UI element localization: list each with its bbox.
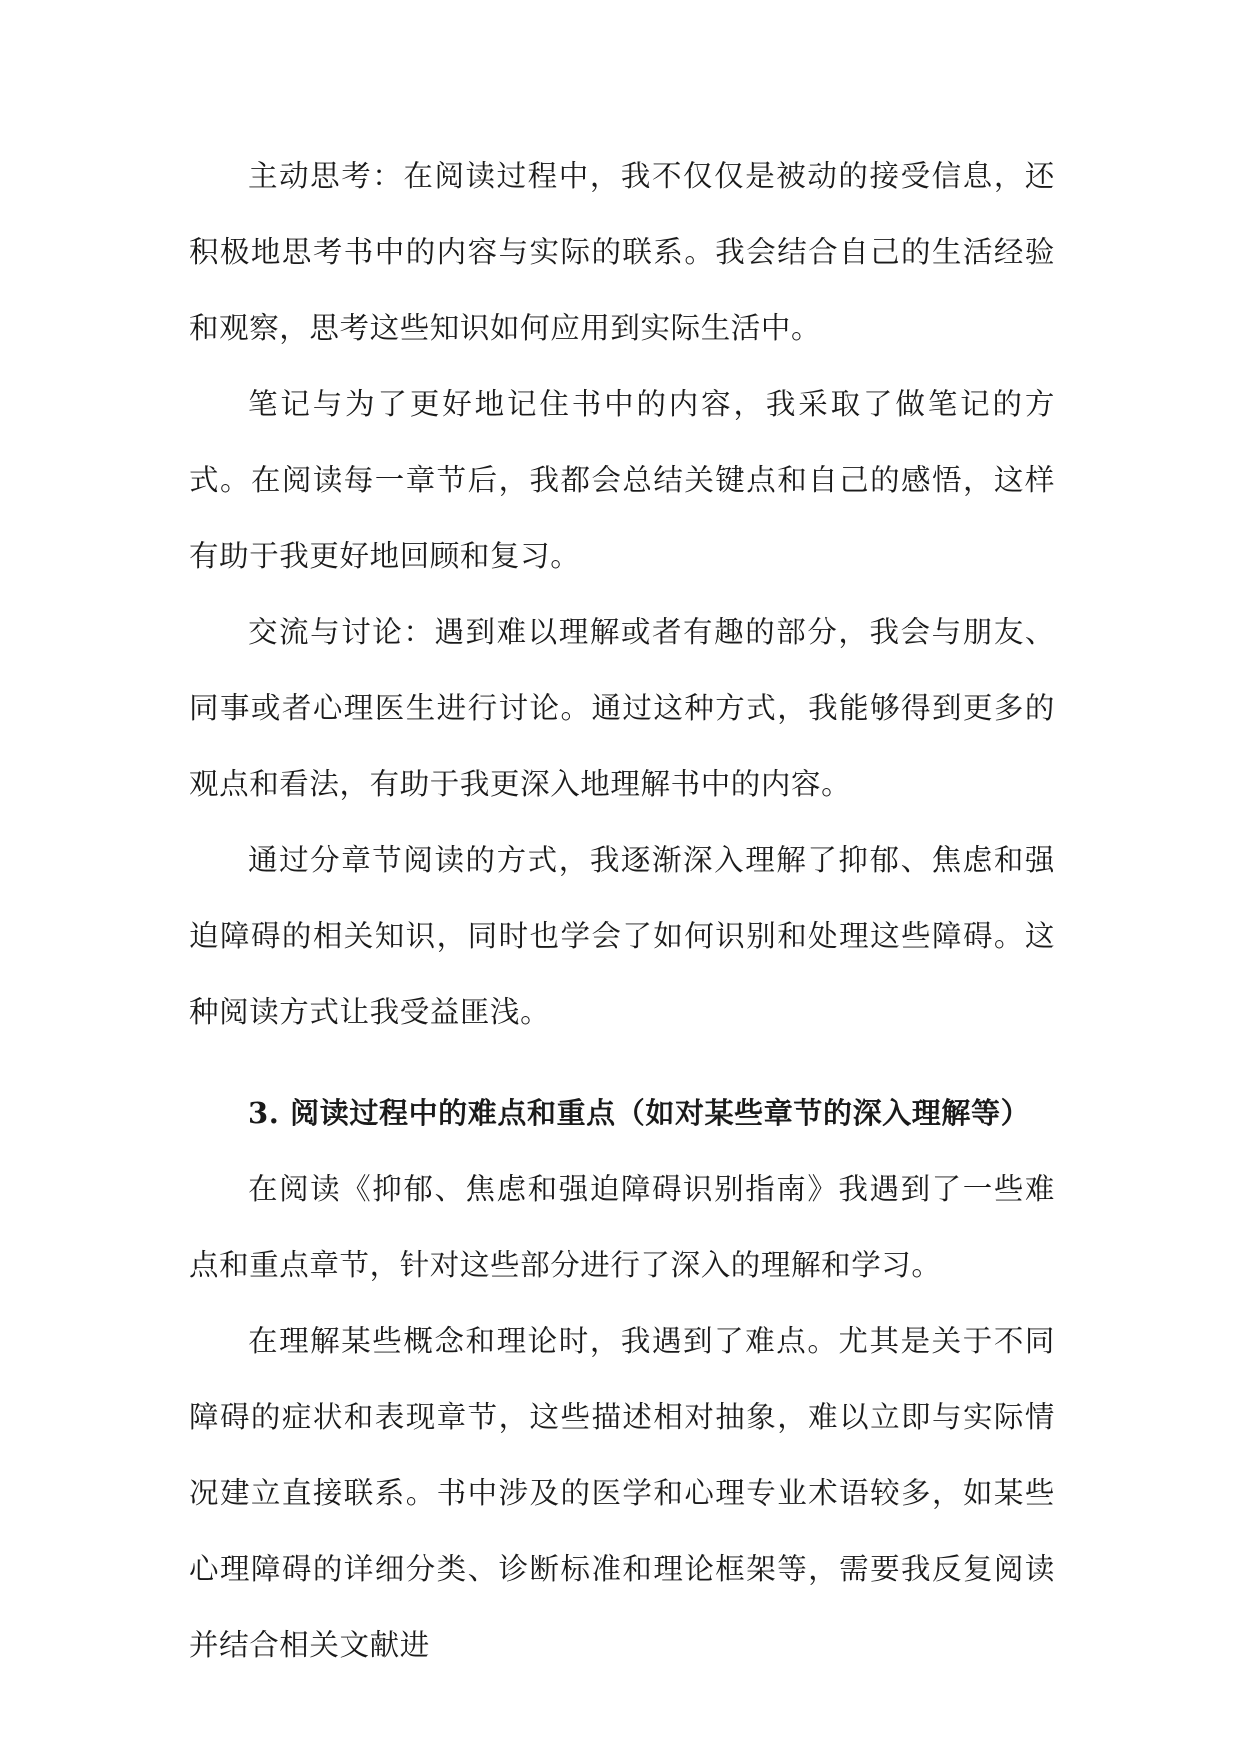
paragraph-chapter-reading-summary: 通过分章节阅读的方式，我逐渐深入理解了抑郁、焦虑和强迫障碍的相关知识，同时也学会了如何识别和处理这些障碍。这种阅读方式让我受益匪浅。 bbox=[189, 843, 1055, 1029]
paragraph-difficulties-intro: 在阅读《抑郁、焦虑和强迫障碍识别指南》我遇到了一些难点和重点章节，针对这些部分进行了深入的理解和学习。 bbox=[189, 1172, 1055, 1282]
paragraph-note-taking: 笔记与为了更好地记住书中的内容，我采取了做笔记的方式。在阅读每一章节后，我都会总结关键点和自己的感悟，这样有助于我更好地回顾和复习。 bbox=[189, 387, 1055, 573]
document-page bbox=[189, 138, 1055, 1683]
paragraph-difficulties-detail: 在理解某些概念和理论时，我遇到了难点。尤其是关于不同障碍的症状和表现章节，这些描述相对抽象，难以立即与实际情况建立直接联系。书中涉及的医学和心理专业术语较多，如某些心理障碍的详细分类、诊断标准和理论框架等，需要我反复阅读并结合相关文献进 bbox=[189, 1324, 1055, 1662]
paragraph-active-thinking: 主动思考：在阅读过程中，我不仅仅是被动的接受信息，还积极地思考书中的内容与实际的联系。我会结合自己的生活经验和观察，思考这些知识如何应用到实际生活中。 bbox=[189, 159, 1055, 345]
paragraph-discussion: 交流与讨论：遇到难以理解或者有趣的部分，我会与朋友、同事或者心理医生进行讨论。通过这种方式，我能够得到更多的观点和看法，有助于我更深入地理解书中的内容。 bbox=[189, 615, 1055, 801]
section-heading: 3. 阅读过程中的难点和重点（如对某些章节的深入理解等） bbox=[248, 1096, 1031, 1130]
